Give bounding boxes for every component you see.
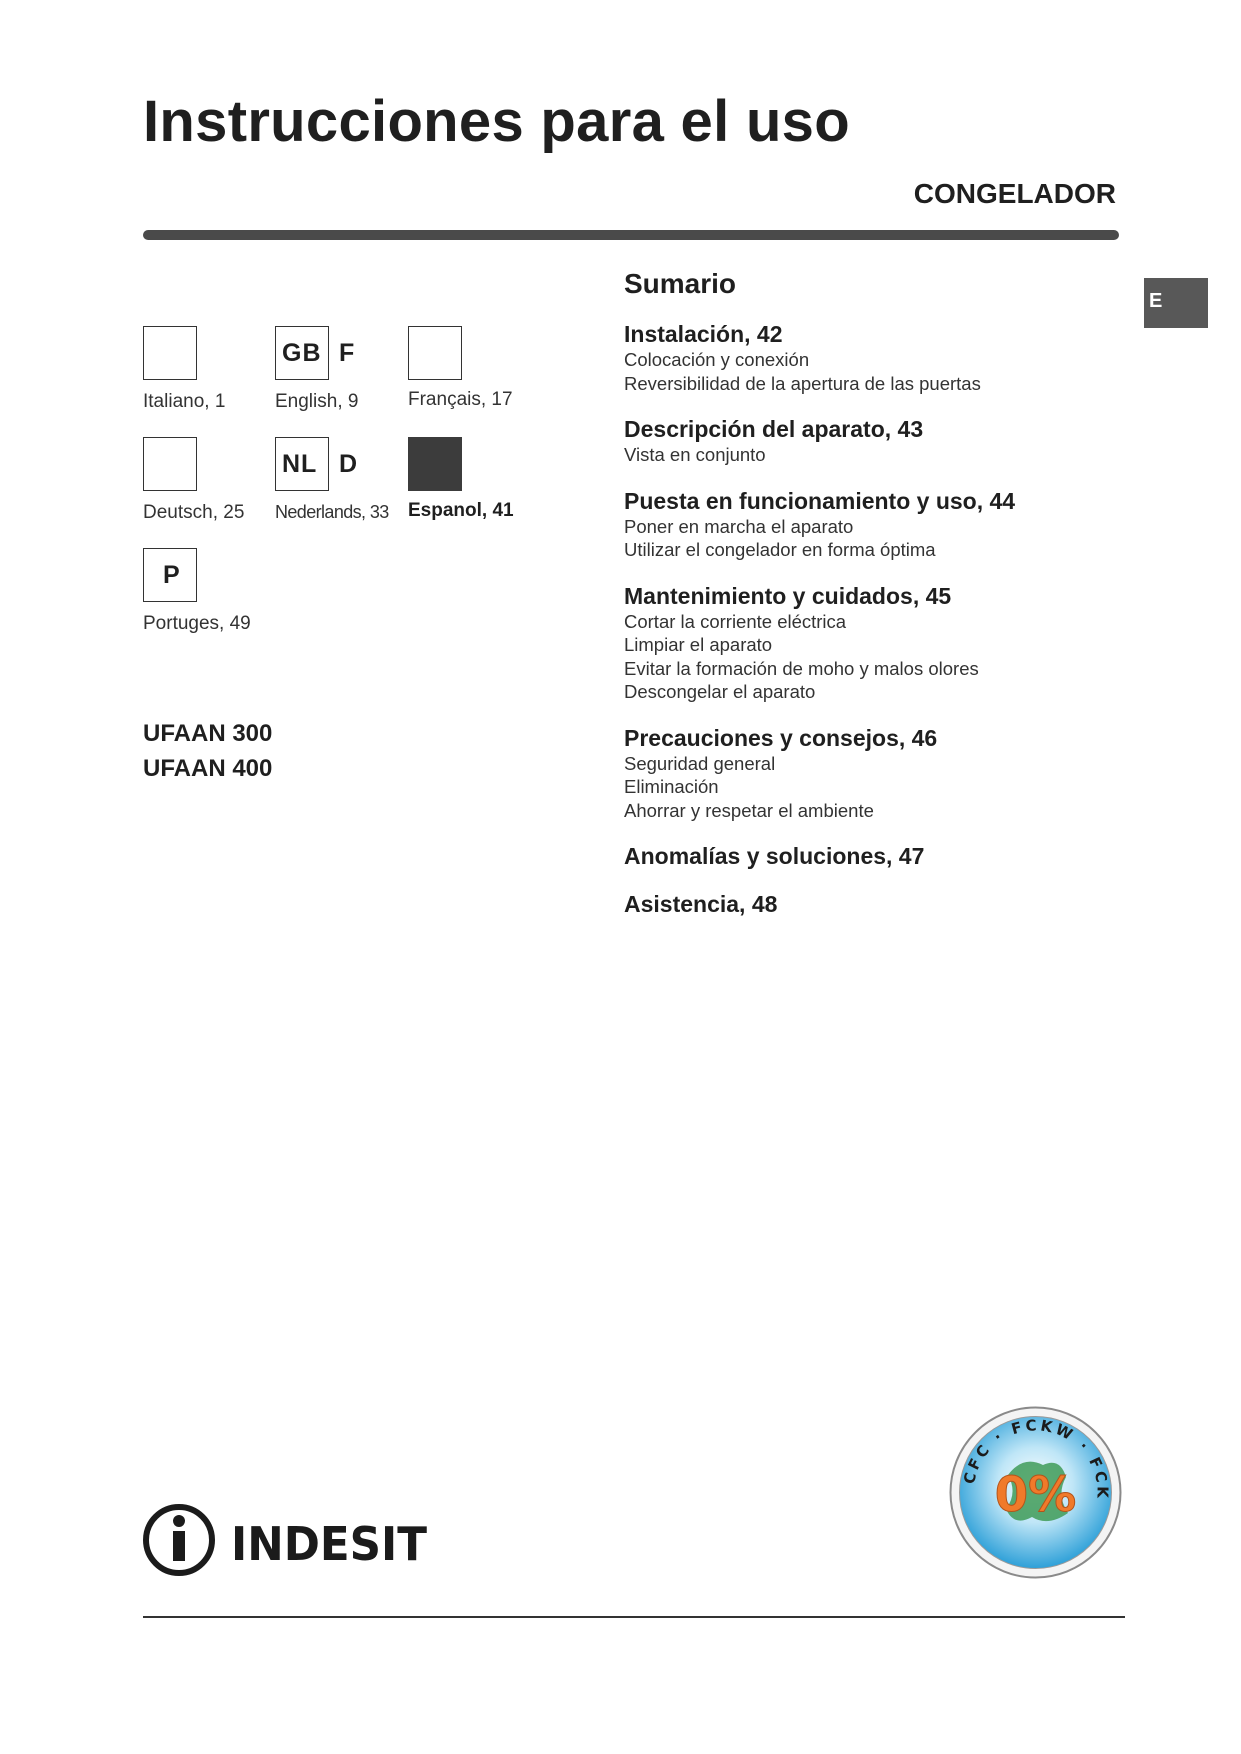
language-francais[interactable] xyxy=(408,326,558,411)
language-code: NL xyxy=(282,450,318,478)
toc-section-title[interactable]: Precauciones y consejos, 46 xyxy=(624,724,938,751)
toc-section-title[interactable]: Asistencia, 48 xyxy=(624,891,778,917)
language-nederlands[interactable] xyxy=(275,437,425,523)
toc-section xyxy=(624,582,1144,704)
toc-item: Evitar la formación de moho y malos olores xyxy=(624,657,979,679)
language-label: Nederlands, 33 xyxy=(275,502,389,522)
language-box[interactable] xyxy=(275,326,355,380)
logo-wordmark: INDESIT xyxy=(231,1517,428,1571)
language-label: English, 9 xyxy=(275,391,359,412)
toc-section xyxy=(624,890,1144,918)
toc-section-title[interactable]: Anomalías y soluciones, 47 xyxy=(624,843,925,869)
indesit-logo xyxy=(143,1500,433,1580)
language-box[interactable] xyxy=(143,326,197,380)
toc-item: Eliminación xyxy=(624,776,719,797)
toc-item: Ahorrar y respetar el ambiente xyxy=(624,799,874,821)
toc-section-title[interactable]: Instalación, 42 xyxy=(624,321,783,347)
language-code-extra: D xyxy=(339,450,358,478)
language-box-selected[interactable] xyxy=(408,437,462,491)
toc-item: Utilizar el congelador en forma óptima xyxy=(624,539,936,560)
toc-item: Seguridad general xyxy=(624,752,776,774)
seal-center-text: 0% xyxy=(994,1467,1077,1523)
toc-item: Reversibilidad de la apertura de las puertas xyxy=(624,372,981,394)
language-english[interactable] xyxy=(275,326,425,413)
model-name: UFAAN 400 xyxy=(143,755,273,782)
language-label: Italiano, 1 xyxy=(143,391,226,412)
table-of-contents xyxy=(624,268,1144,938)
language-code: GB xyxy=(282,339,322,367)
language-portugues[interactable] xyxy=(143,548,293,635)
language-tab[interactable]: E xyxy=(1144,278,1208,328)
toc-item: Descongelar el aparato xyxy=(624,681,816,702)
toc-section-title[interactable]: Mantenimiento y cuidados, 45 xyxy=(624,582,952,609)
toc-item: Cortar la corriente eléctrica xyxy=(624,610,847,632)
page-title: Instrucciones para el uso xyxy=(143,89,850,154)
header-divider xyxy=(143,230,1119,240)
language-box[interactable] xyxy=(143,437,197,491)
seal-ring-text: CFC · FCKW · FCK xyxy=(959,1416,1112,1501)
logo-i-icon xyxy=(146,1507,212,1573)
toc-section xyxy=(624,724,1144,823)
language-code-extra: F xyxy=(339,339,355,367)
toc-item: Colocación y conexión xyxy=(624,349,810,370)
model-name: UFAAN 300 xyxy=(143,720,273,747)
language-label: Portuges, 49 xyxy=(143,613,251,634)
toc-item: Poner en marcha el aparato xyxy=(624,515,854,537)
toc-section xyxy=(624,487,1144,562)
language-deutsch[interactable] xyxy=(143,437,293,524)
toc-item: Vista en conjunto xyxy=(624,444,766,465)
toc-item: Limpiar el aparato xyxy=(624,634,773,655)
toc-section xyxy=(624,320,1144,395)
language-box[interactable] xyxy=(275,437,358,491)
language-code: P xyxy=(163,561,180,589)
language-box[interactable] xyxy=(143,548,197,602)
toc-section xyxy=(624,842,1144,870)
language-label: Deutsch, 25 xyxy=(143,502,245,523)
language-label: Français, 17 xyxy=(408,389,513,410)
toc-section-title[interactable]: Puesta en funcionamiento y uso, 44 xyxy=(624,487,1016,514)
product-type: CONGELADOR xyxy=(913,178,1116,209)
language-espanol[interactable] xyxy=(408,437,558,522)
toc-section xyxy=(624,415,1144,467)
language-box[interactable] xyxy=(408,326,462,380)
toc-heading: Sumario xyxy=(624,268,737,299)
language-label: Espanol, 41 xyxy=(408,500,514,521)
footer-divider xyxy=(143,1616,1125,1618)
cfc-free-seal xyxy=(948,1405,1123,1580)
toc-section-title[interactable]: Descripción del aparato, 43 xyxy=(624,416,924,442)
language-italiano[interactable] xyxy=(143,326,293,413)
